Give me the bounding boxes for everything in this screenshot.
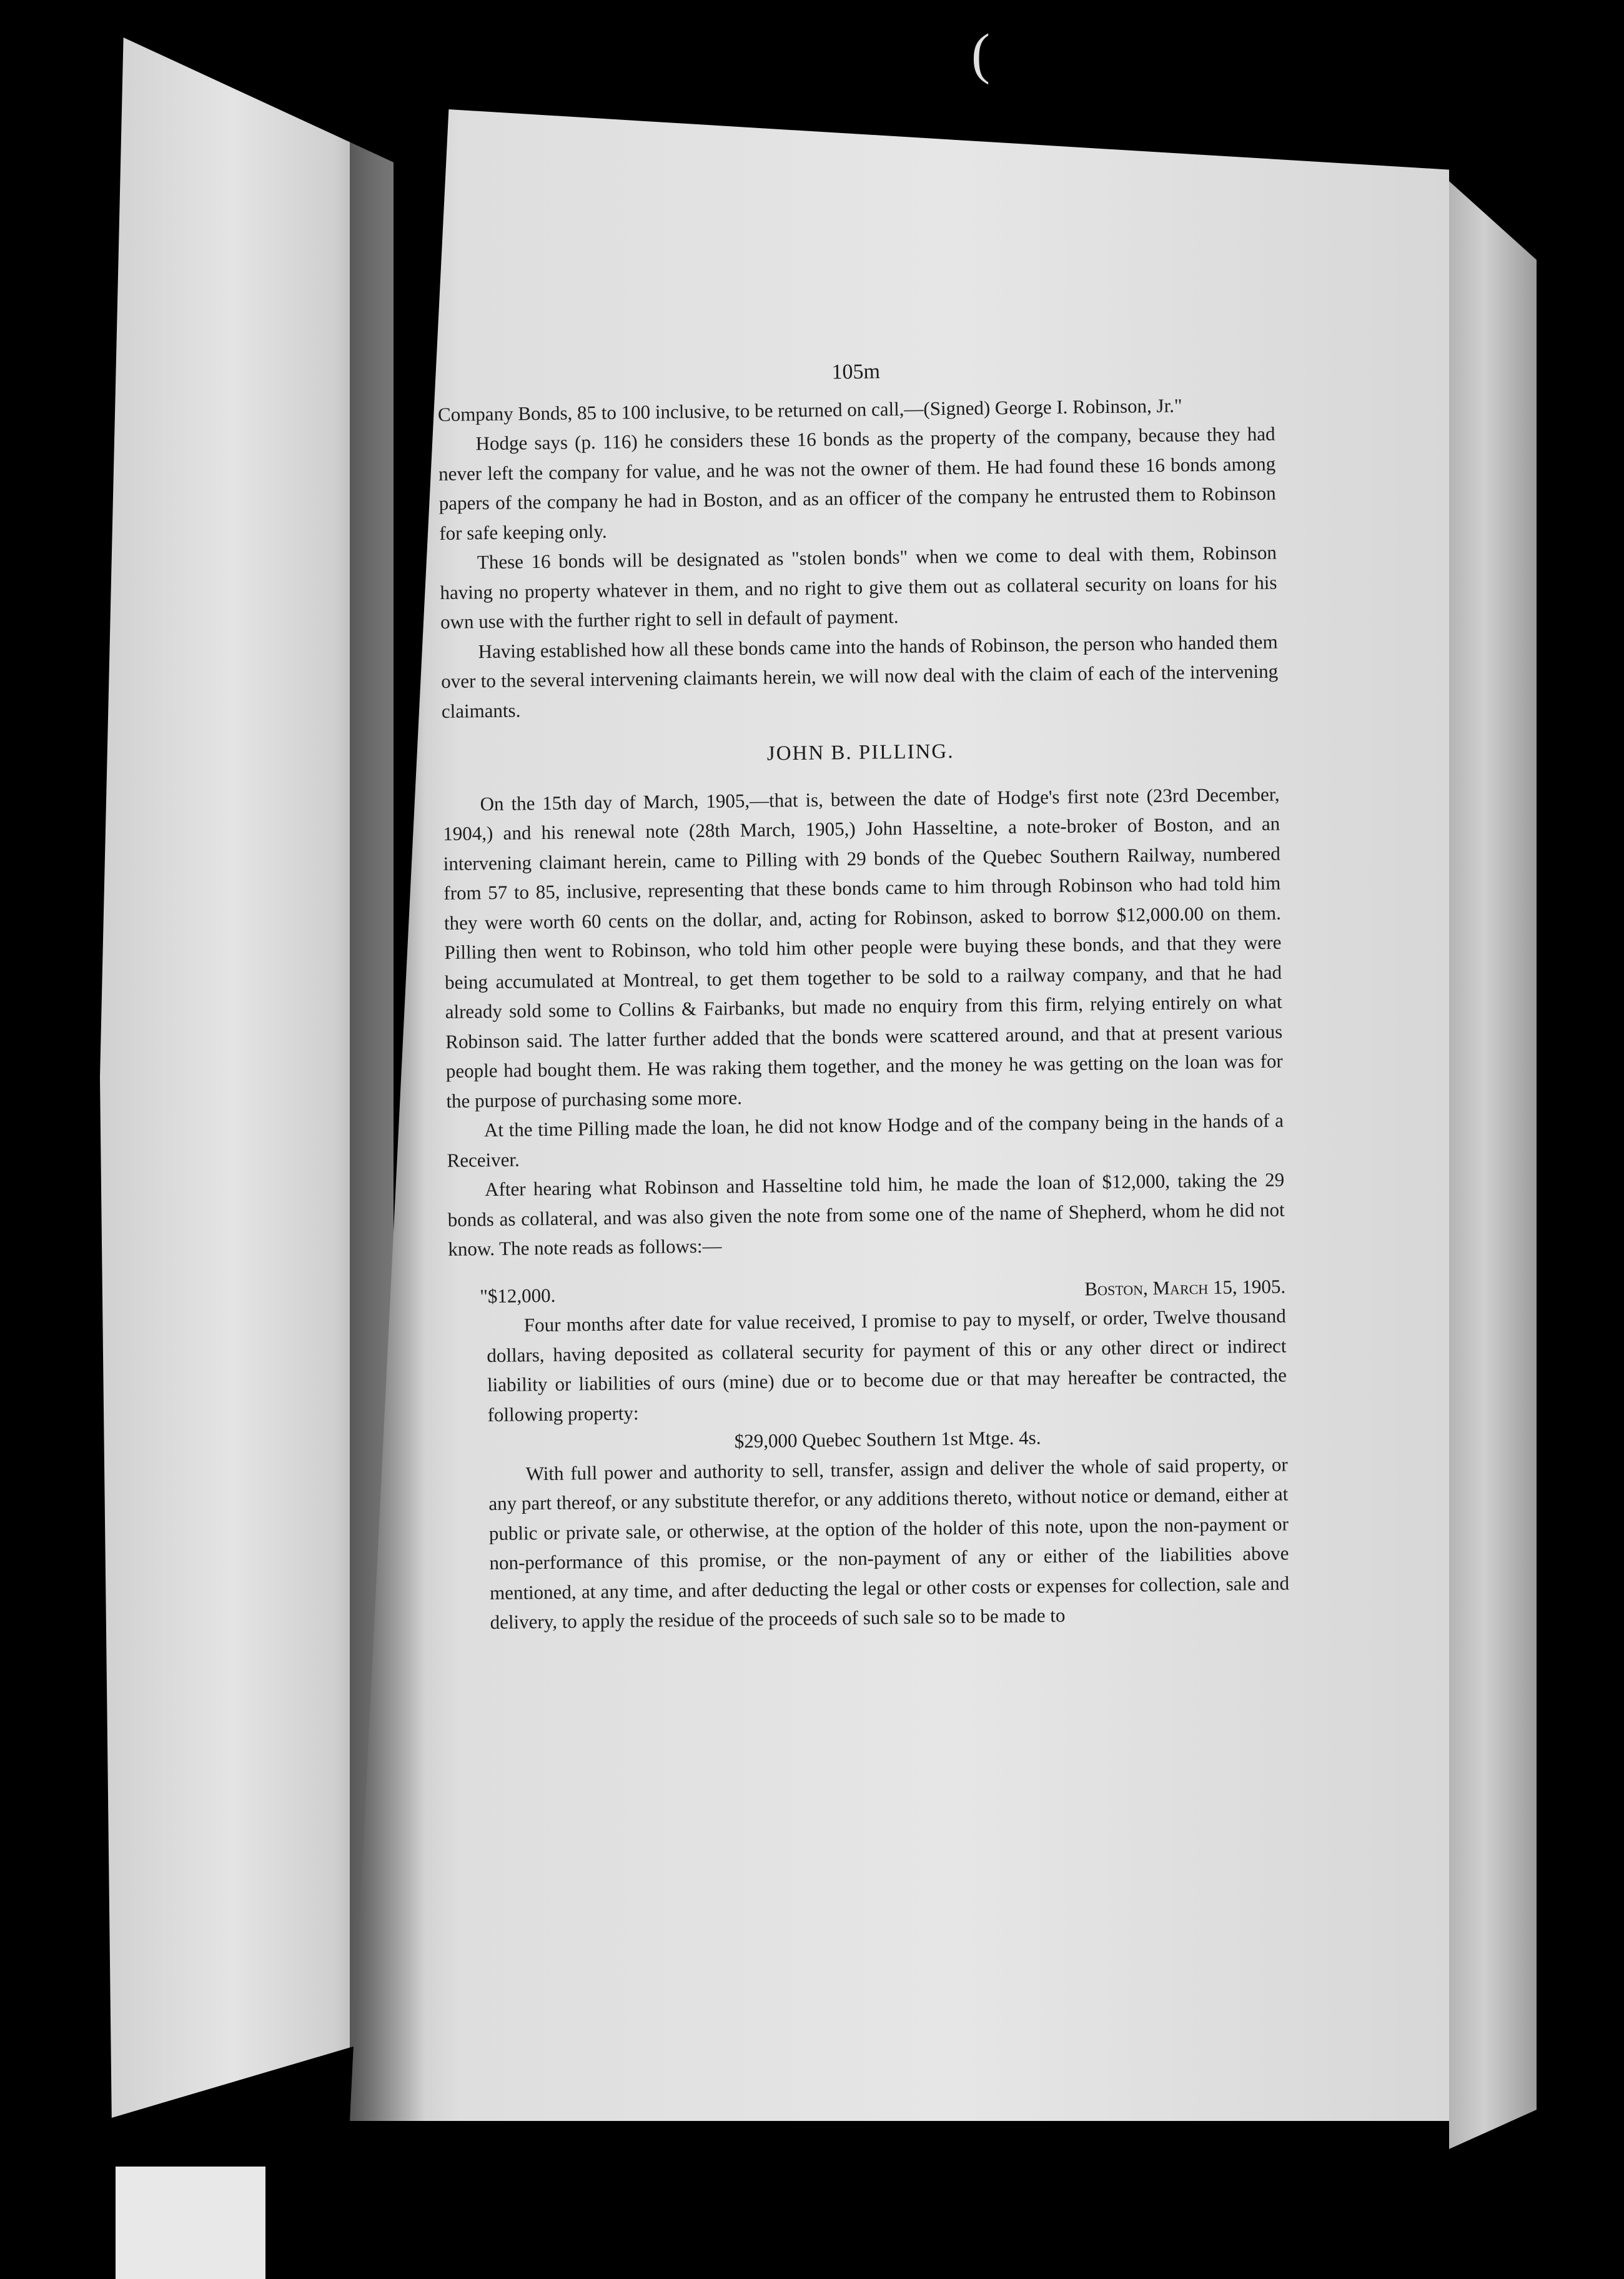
paragraph: On the 15th day of March, 1905,—that is, between the date of Hodge's first note (23rd December, 1904,) and his renewal note (28th March, 1905,) John Hasseltine, a note-broker of Boston, and an intervening claimant herein, came to Pilling with 29 bonds of the Quebec Southern Railway, numbered from 57 to 85, inclusive, representing that these bonds came to him through Robinson who had told him they were worth 60 cents on the dollar, and, acting for Robinson, asked to borrow $12,000.00 on them. Pilling then went to Robinson, who told him other people were buying these bonds, and that they were being accumulated at Montreal, to get them together to be sold to a railway company, and that he had already sold some to Collins & Fairbanks, but made no enquiry from this firm, relying entirely on what Robinson said. The latter further added that the bonds were scattered around, and that at present various people had bought them. He was raking them together, and the money he was getting on the loan was for the purpose of purchasing some more. xyxy=(443,783,1283,1112)
note-property: $29,000 Quebec Southern 1st Mtge. 4s. xyxy=(734,1426,1041,1452)
margin-mark: ( xyxy=(971,23,990,85)
paragraph: After hearing what Robinson and Hasseltine told him, he made the loan of $12,000, taking the 29 bonds as collateral, and was also given the note from some one of the name of Shepherd, whom he did not know. The note reads as follows:— xyxy=(447,1168,1285,1260)
paragraph: At the time Pilling made the loan, he did not know Hodge and of the company being in the hands of a Receiver. xyxy=(447,1109,1284,1171)
section-heading: JOHN B. PILLING. xyxy=(766,740,954,765)
paper-tab xyxy=(116,2167,265,2279)
spine-shadow xyxy=(350,112,425,2124)
page-stack-edge xyxy=(1449,181,1537,2149)
paragraph: Company Bonds, 85 to 100 inclusive, to be returned on call,—(Signed) George I. Robinson, Jr." xyxy=(437,394,1182,425)
page-text xyxy=(437,352,1290,1638)
note-place-date: Boston, March 15, 1905. xyxy=(1084,1275,1286,1299)
note-amount: "$12,000. xyxy=(480,1284,556,1307)
paragraph: Having established how all these bonds came into the hands of Robinson, the person who handed them over to the several intervening claimants herein, we will now deal with the claim of each of the intervening claimants. xyxy=(441,630,1279,722)
note-text xyxy=(449,1301,1290,1638)
paragraph: These 16 bonds will be designated as "stolen bonds" when we come to deal with them, Robinson having no property whatever in them, and no right to give them out as collateral security on loans for his own use with the further right to sell in default of payment. xyxy=(440,541,1277,633)
note-body: Four months after date for value received, I promise to pay to myself, or order, Twelve thousand dollars, having deposited as collateral security for payment of this or any other direct or indirect liability or liabilities of ours (mine) due or to become due or that may hereafter be contracted, the following property: xyxy=(487,1304,1287,1426)
note-continuation: With full power and authority to sell, transfer, assign and deliver the whole of said property, or any part thereof, or any substitute therefor, or any additions thereto, without notice or demand, either at public or private sale, or otherwise, at the option of the holder of this note, upon the non-payment or non-performance of this promise, or the non-payment of any or either of the liabilities above mentioned, at any time, and after deducting the legal or other costs or expenses for collection, sale and delivery, to apply the residue of the proceeds of such sale so to be made to xyxy=(488,1452,1290,1634)
page-number: 105m xyxy=(831,360,881,384)
paragraph: Hodge says (p. 116) he considers these 16 bonds as the property of the company, because they had never left the company for value, and he was not the owner of them. He had found these 16 bonds among papers of the company he had in Boston, and as an officer of the company he entrusted them to Robinson for safe keeping only. xyxy=(438,422,1276,544)
